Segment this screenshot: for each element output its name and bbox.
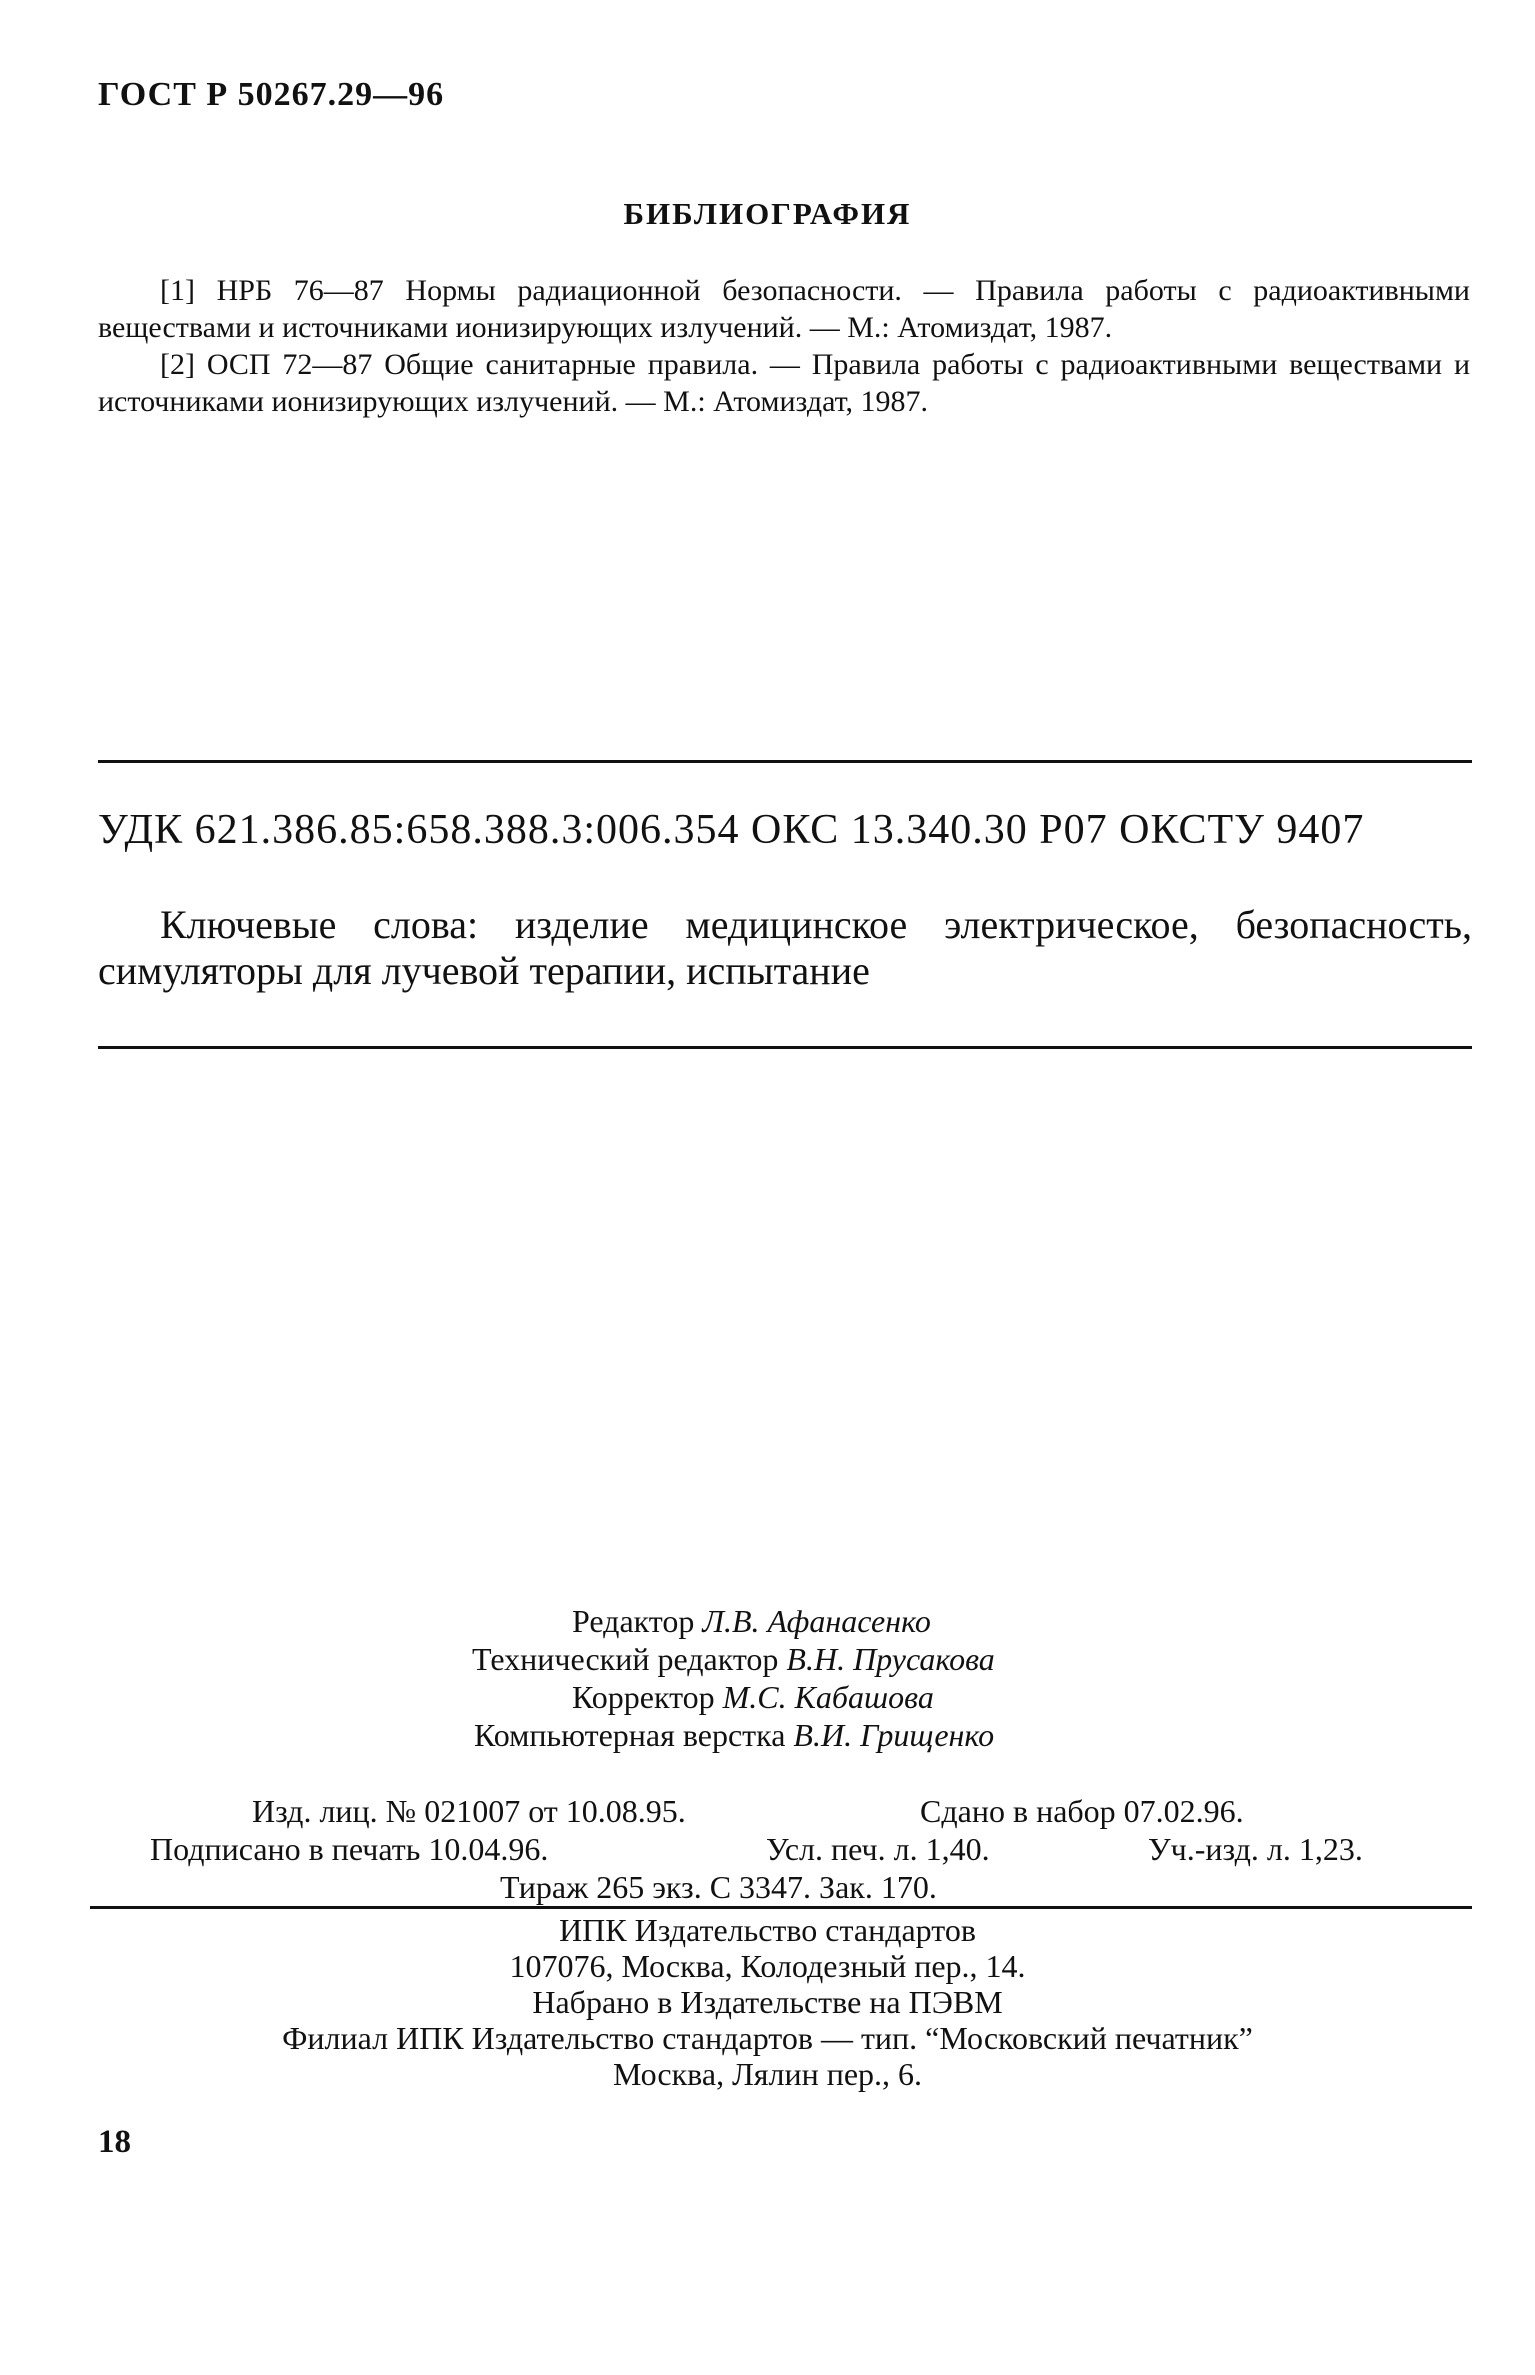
imprint-license: Изд. лиц. № 021007 от 10.08.95.: [252, 1793, 686, 1829]
publisher-line: Филиал ИПК Издательство стандартов — тип. “Московский печатник”: [282, 2020, 1253, 2056]
credit-role: Технический редактор: [472, 1641, 779, 1677]
credit-editor: [572, 1602, 931, 1640]
credit-person: М.С. Кабашова: [722, 1679, 934, 1715]
bibliography-title: БИБЛИОГРАФИЯ: [623, 196, 912, 231]
keywords: Ключевые слова: изделие медицинское электрическое, безопасность, симуляторы для лучевой терапии, испытание: [98, 902, 1472, 993]
publisher-line: Набрано в Издательстве на ПЭВМ: [532, 1984, 1003, 2020]
imprint-circulation: Тираж 265 экз. С 3347. Зак. 170.: [500, 1869, 937, 1905]
credit-person: Л.В. Афанасенко: [702, 1603, 931, 1639]
divider-top: [98, 760, 1472, 763]
publisher-line: Москва, Лялин пер., 6.: [612, 2056, 923, 2092]
imprint-print-sheets: Усл. печ. л. 1,40.: [766, 1831, 990, 1867]
standard-code: ГОСТ Р 50267.29—96: [98, 76, 445, 113]
udk-classification: УДК 621.386.85:658.388.3:006.354 ОКС 13.340.30 Р07 ОКСТУ 9407: [98, 807, 1365, 853]
credit-person: В.И. Грищенко: [793, 1717, 995, 1753]
credit-proofreader: [572, 1678, 934, 1716]
page-number: 18: [98, 2124, 131, 2160]
credit-role: Редактор: [572, 1603, 695, 1639]
bibliography-item: [1] НРБ 76—87 Нормы радиационной безопасности. — Правила работы с радиоактивными веществами и источниками ионизирующих излучений. — М.: Атомиздат, 1987.: [98, 274, 1470, 344]
credit-layout: [474, 1716, 994, 1754]
imprint-typeset: Сдано в набор 07.02.96.: [920, 1793, 1244, 1829]
credit-person: В.Н. Прусакова: [786, 1641, 995, 1677]
publisher-line: 107076, Москва, Колодезный пер., 14.: [509, 1948, 1026, 1984]
bibliography-list: [98, 272, 1470, 420]
credit-tech-editor: [472, 1640, 995, 1678]
imprint-signed: Подписано в печать 10.04.96.: [150, 1831, 549, 1867]
credit-role: Корректор: [572, 1679, 715, 1715]
bibliography-item: [2] ОСП 72—87 Общие санитарные правила. — Правила работы с радиоактивными веществами и источниками ионизирующих излучений. — М.: Атомиздат, 1987.: [98, 348, 1470, 418]
publisher-line: ИПК Издательство стандартов: [559, 1912, 976, 1948]
divider-imprint: [90, 1906, 1472, 1909]
imprint-edition-sheets: Уч.-изд. л. 1,23.: [1148, 1831, 1363, 1867]
publisher-block: [0, 1912, 1535, 2092]
credit-role: Компьютерная верстка: [474, 1717, 786, 1753]
divider-bottom: [98, 1046, 1472, 1049]
